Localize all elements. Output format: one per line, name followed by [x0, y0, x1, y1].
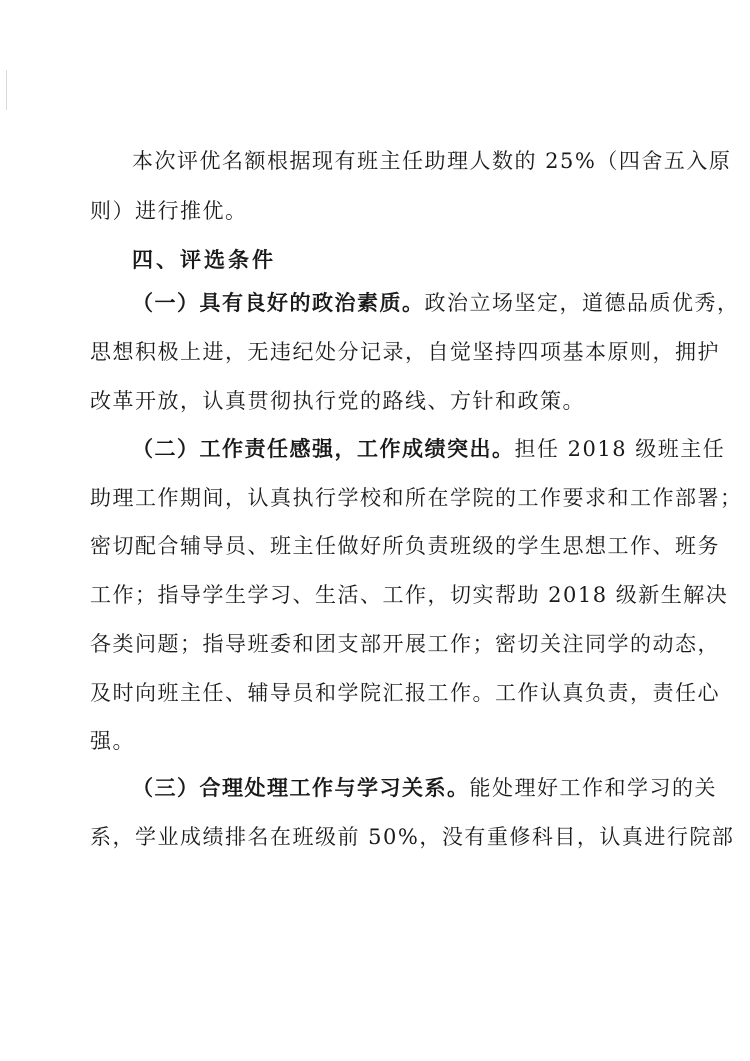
item3-line-1	[132, 775, 717, 801]
item3-line-1-rest: 能处理好工作和学习的关	[469, 776, 717, 800]
item1-line-3: 改革开放，认真贯彻执行党的路线、方针和政策。	[90, 389, 585, 413]
item2-line-4: 工作；指导学生学习、生活、工作，切实帮助 2018 级新生解决	[90, 583, 729, 607]
item3-line-2: 系，学业成绩排名在班级前 50%，没有重修科目，认真进行院部	[90, 825, 735, 849]
item3-lead: （三）合理处理工作与学习关系。	[132, 775, 470, 800]
section-heading: 四、评选条件	[132, 247, 276, 272]
scan-artifact	[6, 70, 7, 110]
item2-line-1	[132, 436, 726, 462]
item2-lead: （二）工作责任感强，工作成绩突出。	[132, 436, 515, 461]
item1-lead: （一）具有良好的政治素质。	[132, 290, 425, 315]
item2-line-1-rest: 担任 2018 级班主任	[514, 437, 726, 461]
quota-paragraph-line-2: 则）进行推优。	[90, 199, 248, 223]
item2-line-5: 各类问题；指导班委和团支部开展工作；密切关注同学的动态，	[90, 632, 720, 656]
item1-line-1	[132, 290, 740, 316]
item1-line-2: 思想积极上进，无违纪处分记录，自觉坚持四项基本原则，拥护	[90, 340, 720, 364]
item2-line-6: 及时向班主任、辅导员和学院汇报工作。工作认真负责，责任心	[90, 681, 720, 705]
item2-line-3: 密切配合辅导员、班主任做好所负责班级的学生思想工作、班务	[90, 534, 720, 558]
item1-line-1-rest: 政治立场坚定，道德品质优秀，	[424, 291, 740, 315]
quota-paragraph-line-1: 本次评优名额根据现有班主任助理人数的 25%（四舍五入原	[132, 149, 732, 173]
item2-line-7: 强。	[90, 729, 135, 753]
item2-line-2: 助理工作期间，认真执行学校和所在学院的工作要求和工作部署；	[90, 486, 743, 510]
